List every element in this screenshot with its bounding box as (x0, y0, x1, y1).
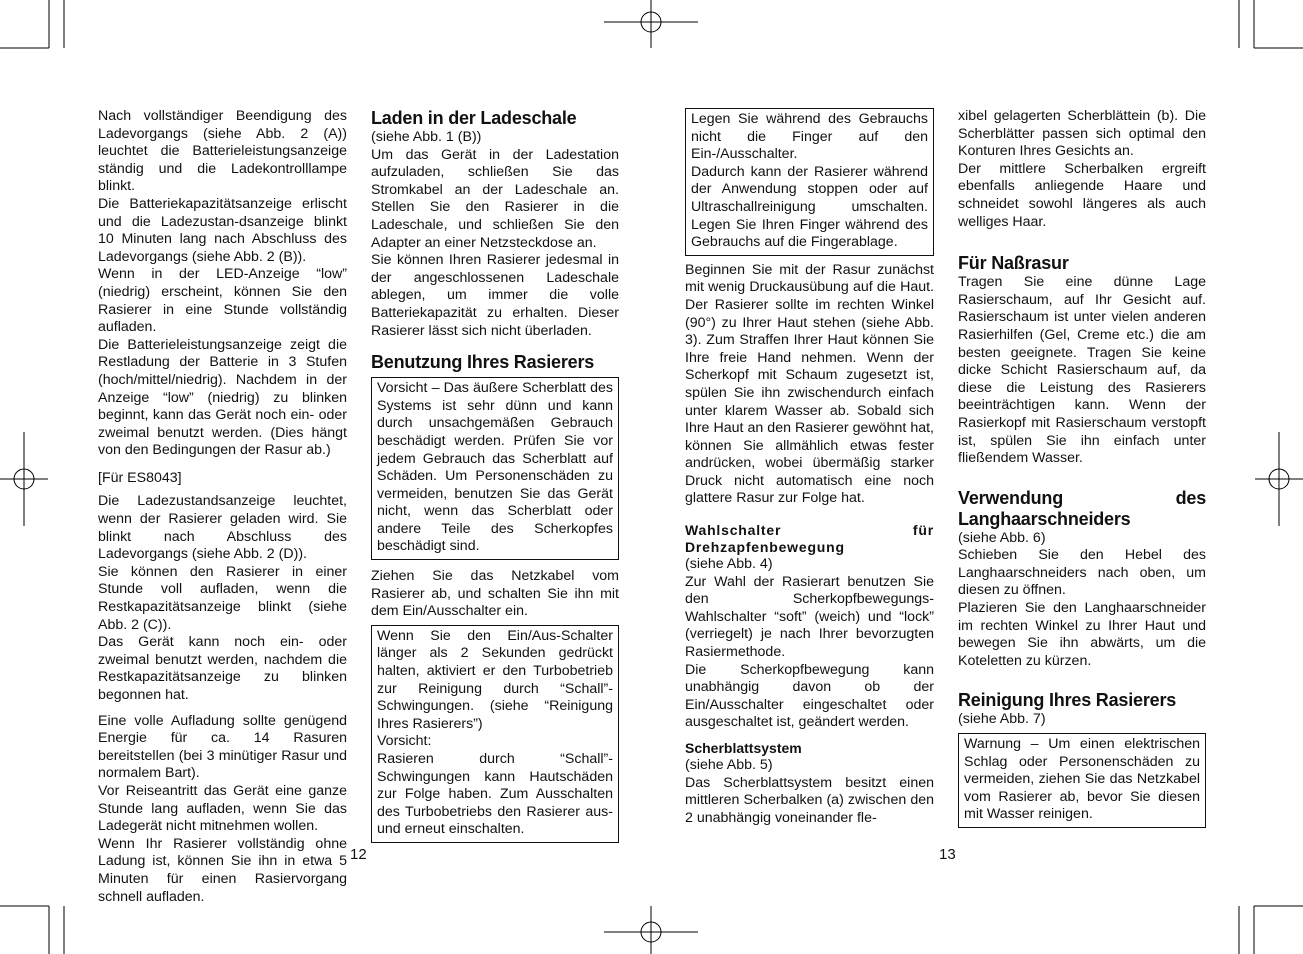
page-number-left: 12 (350, 846, 367, 863)
paragraph: Wenn in der LED-Anzeige “low” (niedrig) erscheint, können Sie den Rasierer in eine Stunde vollständig aufladen. (98, 266, 347, 336)
note-text: Wenn Sie den Ein/Aus-Schalter länger als 2 Sekunden gedrückt halten, aktiviert er den Turbobetrieb zur Reinigung durch “Schall”-Schwingungen. (siehe “Reinigung Ihres Rasierers”) (377, 627, 613, 732)
heading-wahlschalter: Wahlschalter für Drehzapfenbewegung (685, 522, 934, 556)
heading-scherblattsystem: Scherblattsystem (685, 740, 802, 756)
figure-reference: (siehe Abb. 6) (958, 529, 1046, 546)
paragraph: Sie können den Rasierer in einer Stunde voll aufladen, wenn die Restkapazitätsanzeige blinkt (siehe Abb. 2 (C)). (98, 563, 347, 633)
model-label: [Für ES8043] (98, 469, 182, 486)
paragraph: Das Scherblattsystem besitzt einen mittleren Scherbalken (a) zwischen den 2 unabhängig voneinander fle- (685, 774, 934, 826)
note-text: Legen Sie während des Gebrauchs nicht die Finger auf den Ein-/Ausschalter. (691, 111, 928, 163)
figure-reference: (siehe Abb. 7) (958, 711, 1046, 728)
paragraph: Die Batterieleistungsanzeige zeigt die Restladung der Batterie in 3 Stufen (hoch/mittel/niedrig). Nachdem in der Anzeige “low” (niedrig) zu blinken beginnt, kann das Gerät noch ein- oder zweimal benutzt werden. (Dies hängt von den Bedingungen der Rasur ab.) (98, 336, 347, 459)
paragraph: Ziehen Sie das Netzkabel vom Rasierer ab, und schalten Sie ihn mit dem Ein/Ausschalter ein. (371, 568, 619, 620)
turbo-note-box (371, 625, 619, 843)
heading-reinigung: Reinigung Ihres Rasierers (958, 690, 1177, 711)
paragraph: Zur Wahl der Rasierart benutzen Sie den Scherkopfbewegungs-Wahlschalter “soft” (weich) und “lock” (verriegelt) je nach Ihrer bevorzugten Rasiermethode. (685, 573, 934, 661)
column-2 (371, 108, 619, 843)
warning-box (958, 733, 1206, 828)
column-3 (685, 108, 934, 827)
figure-reference: (siehe Abb. 1 (B)) (371, 129, 482, 145)
heading-langhaarschneider: Verwendung des Langhaarschneiders (958, 487, 1206, 529)
column-1 (98, 108, 347, 906)
note-text: Dadurch kann der Rasierer während der Anwendung stoppen oder auf Ultraschallreinigung umschalten. Legen Sie Ihren Finger während des Gebrauchs auf die Fingerablage. (691, 163, 928, 251)
heading-nassrasur: Für Naßrasur (958, 253, 1069, 274)
heading-benutzung: Benutzung Ihres Rasierers (371, 352, 595, 373)
paragraph: Sie können Ihren Rasierer jedesmal in der angeschlossenen Ladeschale ablegen, um immer die volle Batteriekapazität zu erhalten. Dieser Rasierer lässt sich nicht überladen. (371, 252, 619, 339)
paragraph: Eine volle Aufladung sollte genügend Energie für ca. 14 Rasuren bereitstellen (bei 3 minütiger Rasur und normalem Bart). (98, 712, 347, 782)
figure-reference: (siehe Abb. 4) (685, 556, 773, 573)
paragraph: Die Scherkopfbewegung kann unabhängig davon ob der Ein/Ausschalter eingeschaltet oder ausgeschaltet ist, geändert werden. (685, 661, 934, 731)
paragraph: xibel gelagerten Scherblättein (b). Die Scherblätter passen sich optimal den Konturen Ihres Gesichts an. (958, 108, 1206, 160)
paragraph: Plazieren Sie den Langhaarschneider im rechten Winkel zu Ihrer Haut und bewegen Sie ihn abwärts, um die Koteletten zu kürzen. (958, 600, 1206, 669)
caution-label: Vorsicht: (377, 733, 432, 750)
heading-laden: Laden in der Ladeschale (371, 108, 577, 128)
caution-text: Rasieren durch “Schall”-Schwingungen kann Hautschäden zur Folge haben. Zum Ausschalten des Turbobetriebs den Rasierer aus- und erneut einschalten. (377, 751, 613, 838)
paragraph: Die Batteriekapazitätsanzeige erlischt und die Ladezustan-dsanzeige blinkt 10 Minuten lang nach Abschluss des Ladevorgangs (siehe Abb. 2 (B)). (98, 195, 347, 265)
finger-note-box (685, 108, 934, 256)
paragraph: Beginnen Sie mit der Rasur zunächst mit wenig Druckausübung auf die Haut. Der Rasierer sollte im rechten Winkel (90°) zu Ihrer Haut stehen (siehe Abb. 3). Zum Straffen Ihrer Haut können Sie Ihre freie Hand nehmen. Wenn der Scherkopf mit Schaum zugesetzt ist, spülen Sie ihn zwischendurch einfach unter klarem Wasser ab. Sobald sich Ihre Haut an den Rasierer gewöhnt hat, können Sie allmählich etwas fester andrücken, wobei übermäßig starker Druck nicht automatisch eine noch glattere Rasur zur Folge hat. (685, 261, 934, 507)
paragraph: Das Gerät kann noch ein- oder zweimal benutzt werden, nachdem die Restkapazitätsanzeige zu blinken begonnen hat. (98, 634, 347, 703)
paragraph: Um das Gerät in der Ladestation aufzuladen, schließen Sie das Stromkabel an der Ladeschale an. Stellen Sie den Rasierer in die Ladeschale, und schließen Sie den Adapter an einer Netzsteckdose an. (371, 146, 619, 251)
figure-reference: (siehe Abb. 5) (685, 757, 773, 773)
warning-text: Warnung – Um einen elektrischen Schlag oder Personenschäden zu vermeiden, ziehen Sie das Netzkabel vom Rasierer ab, bevor Sie diesen mit Wasser reinigen. (964, 736, 1200, 823)
paragraph: Der mittlere Scherbalken ergreift ebenfalls anliegende Haare und schneidet sowohl längeres als auch welliges Haar. (958, 160, 1206, 230)
column-4 (958, 108, 1206, 828)
paragraph: Vor Reiseantritt das Gerät eine ganze Stunde lang aufladen, wenn Sie das Ladegerät nicht mitnehmen wollen. (98, 782, 347, 835)
paragraph: Nach vollständiger Beendigung des Ladevorgangs (siehe Abb. 2 (A)) leuchtet die Batterieleistungsanzeige ständig und die Ladekontrolllampe blinkt. (98, 108, 347, 195)
caution-box (371, 377, 619, 560)
paragraph: Tragen Sie eine dünne Lage Rasierschaum, auf Ihr Gesicht auf. Rasierschaum ist unter vielen anderen Rasierhilfen (Gel, Creme etc.) die am besten geeignete. Tragen Sie keine dicke Schicht Rasierschaum auf, da diese die Leistung des Rasierers beeinträchtigen kann. Wenn der Rasierkopf mit Rasierschaum verstopft ist, spülen Sie ihn einfach unter fließendem Wasser. (958, 274, 1206, 467)
paragraph: Schieben Sie den Hebel des Langhaarschneiders nach oben, um diesen zu öffnen. (958, 547, 1206, 599)
paragraph: Wenn Ihr Rasierer vollständig ohne Ladung ist, können Sie ihn in etwa 5 Minuten für einen Rasiervorgang schnell aufladen. (98, 835, 347, 905)
caution-text: Vorsicht – Das äußere Scherblatt des Systems ist sehr dünn und kann durch unsachgemäßen Gebrauch beschädigt werden. Prüfen Sie vor jedem Gebrauch das Scherblatt auf Schäden. Um Personenschäden zu vermeiden, benutzen Sie das Gerät nicht, wenn das Scherblatt oder andere Teile des Scherkopfes beschädigt sind. (377, 380, 613, 555)
paragraph: Die Ladezustandsanzeige leuchtet, wenn der Rasierer geladen wird. Sie blinkt nach Abschluss des Ladevorgangs (siehe Abb. 2 (D)). (98, 493, 347, 563)
page-number-right: 13 (939, 846, 956, 863)
